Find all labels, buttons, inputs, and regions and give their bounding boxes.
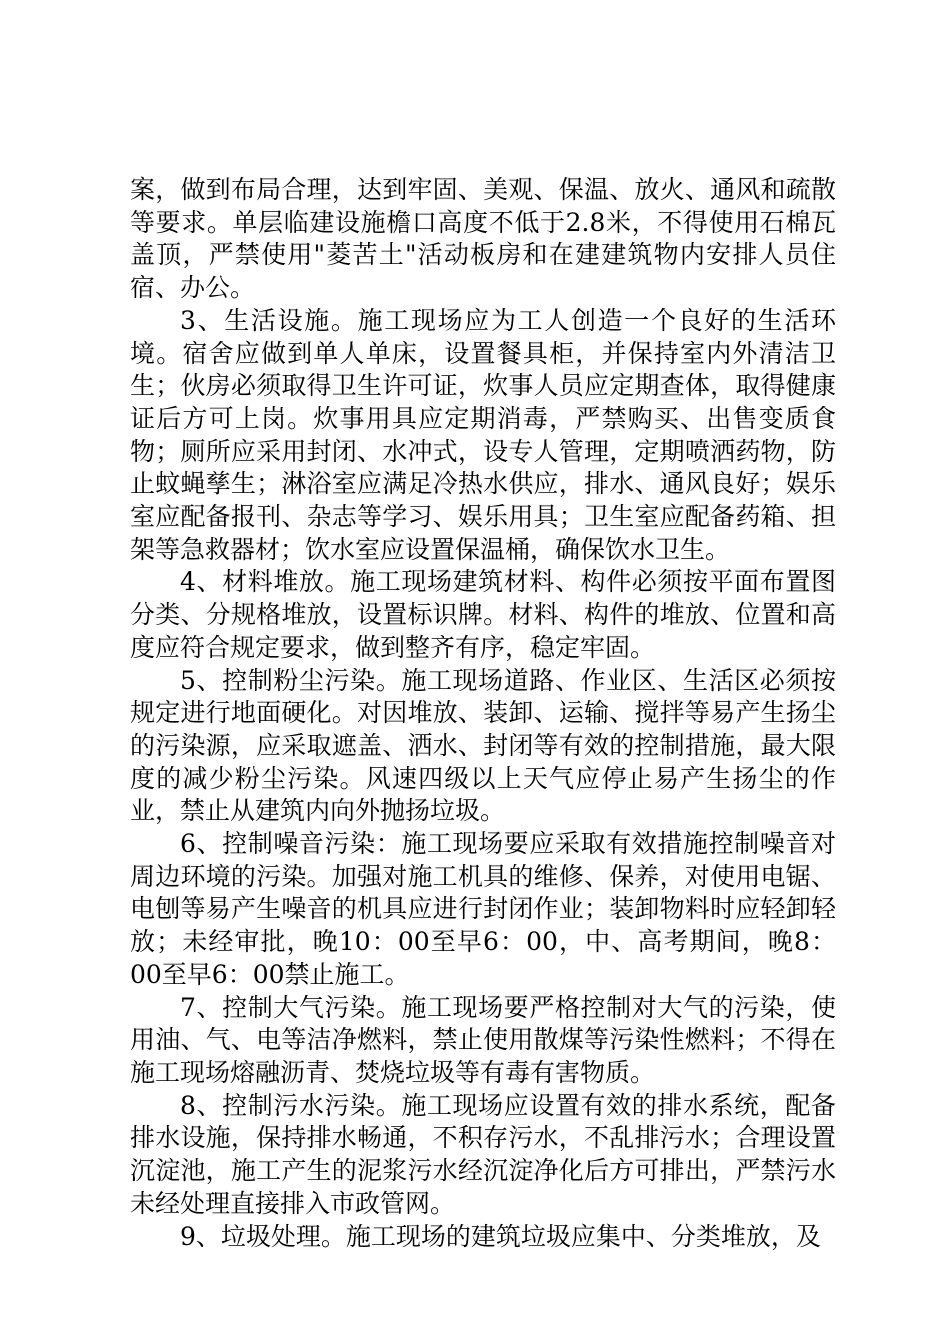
paragraph-waste-disposal: 9、垃圾处理。施工现场的建筑垃圾应集中、分类堆放，及 (180, 1221, 821, 1251)
paragraph-air-pollution: 7、控制大气污染。施工现场要严格控制对大气的污染，使用油、气、电等洁净燃料，禁止使用散煤等污染性燃料；不得在施工现场熔融沥青、焚烧垃圾等有毒有害物质。 (130, 992, 836, 1087)
paragraph-living-facilities: 3、生活设施。施工现场应为工人创造一个良好的生活环境。宿舍应做到单人单床，设置餐具柜，并保持室内外清洁卫生；伙房必须取得卫生许可证，炊事人员应定期查体，取得健康证后方可上岗。炊事用具应定期消毒，严禁购买、出售变质食物；厕所应采用封闭、水冲式，设专人管理，定期喷洒药物，防止蚊蝇孳生；淋浴室应满足冷热水供应，排水、通风良好；娱乐室应配备报刊、杂志等学习、娱乐用具；卫生室应配备药箱、担架等急救器材；饮水室应设置保温桶，确保饮水卫生。 (130, 305, 836, 564)
paragraph-sewage-control: 8、控制污水污染。施工现场应设置有效的排水系统，配备排水设施，保持排水畅通，不积存污水，不乱排污水；合理设置沉淀池，施工产生的泥浆污水经沉淀净化后方可排出，严禁污水未经处理直接排入市政管网。 (130, 1090, 836, 1218)
document-body (130, 174, 836, 1253)
paragraph-continuation: 案，做到布局合理，达到牢固、美观、保温、放火、通风和疏散等要求。单层临建设施檐口高度不低于2.8米，不得使用石棉瓦盖顶，严禁使用"菱苦土"活动板房和在建建筑物内安排人员住宿、办公。 (130, 175, 836, 303)
paragraph-material-stacking: 4、材料堆放。施工现场建筑材料、构件必须按平面布置图分类、分规格堆放，设置标识牌。材料、构件的堆放、位置和高度应符合规定要求，做到整齐有序，稳定牢固。 (130, 567, 836, 662)
paragraph-dust-control: 5、控制粉尘污染。施工现场道路、作业区、生活区必须按规定进行地面硬化。对因堆放、装卸、运输、搅拌等易产生扬尘的污染源，应采取遮盖、洒水、封闭等有效的控制措施，最大限度的减少粉尘污染。风速四级以上天气应停止易产生扬尘的作业，禁止从建筑内向外抛扬垃圾。 (130, 665, 836, 826)
paragraph-noise-control: 6、控制噪音污染：施工现场要应采取有效措施控制噪音对周边环境的污染。加强对施工机具的维修、保养，对使用电锯、电刨等易产生噪音的机具应进行封闭作业；装卸物料时应轻卸轻放；未经审批，晚10：00至早6：00，中、高考期间，晚8：00至早6：00禁止施工。 (130, 829, 836, 989)
